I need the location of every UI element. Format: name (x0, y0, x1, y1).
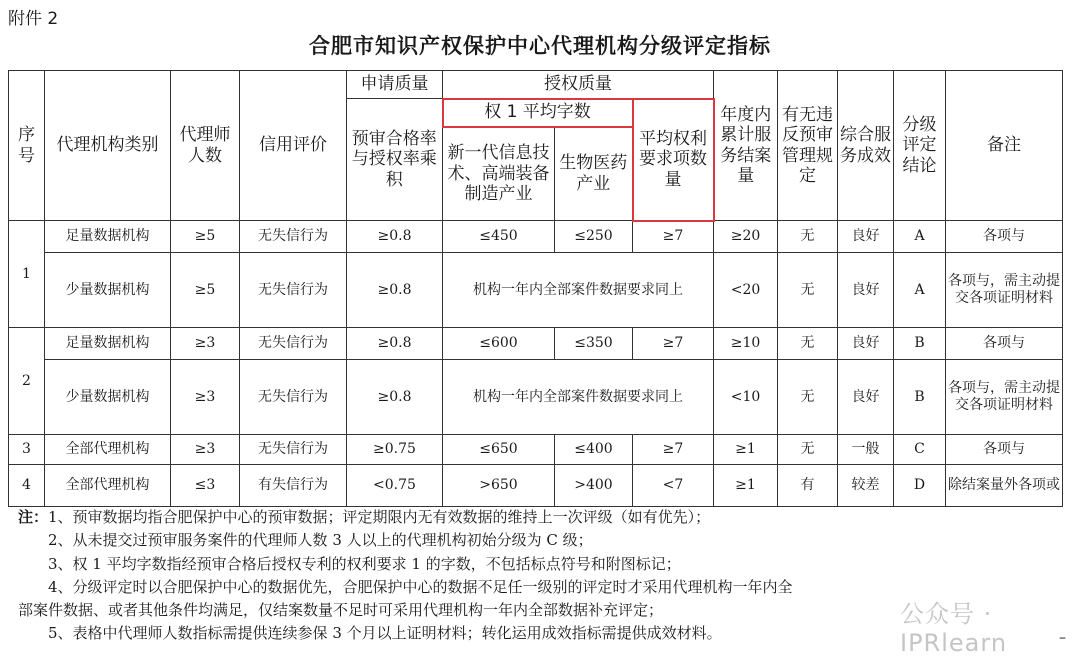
cell-type: 足量数据机构 (45, 221, 171, 253)
note-item: 注：1、预审数据均指合肥保护中心的预审数据；评定期限内无有效数据的维持上一次评级（如有优先）； (18, 508, 711, 526)
table-row (9, 253, 1063, 328)
cell-service: 一般 (838, 435, 894, 465)
table-row (9, 360, 1063, 435)
cell-credit: 无失信行为 (240, 360, 347, 435)
cell-remark: 各项与 (946, 221, 1063, 253)
cell-agents: ≥5 (171, 253, 240, 328)
header-grant-quality: 授权质量 (443, 71, 714, 99)
header-grade: 分级评定结论 (894, 71, 946, 221)
cell-violation: 无 (778, 253, 838, 328)
cell-type: 全部代理机构 (45, 435, 171, 465)
header-credit: 信用评价 (240, 71, 347, 221)
cell-it-manufacturing: ≤450 (443, 221, 555, 253)
cell-agents: ≥5 (171, 221, 240, 253)
cell-grade: C (894, 435, 946, 465)
cell-type: 少量数据机构 (45, 253, 171, 328)
cell-grade: A (894, 221, 946, 253)
cell-service: 良好 (838, 221, 894, 253)
cell-credit: 无失信行为 (240, 435, 347, 465)
header-words-per-claim: 权 1 平均字数 (443, 99, 633, 127)
cell-credit: 无失信行为 (240, 221, 347, 253)
cell-cases: ≥20 (714, 221, 778, 253)
attachment-label: 附件 2 (8, 9, 59, 29)
cell-avg-claims: ≥7 (633, 221, 714, 253)
cell-grade: B (894, 360, 946, 435)
cell-type: 全部代理机构 (45, 465, 171, 507)
cell-seq: 1 (9, 221, 45, 328)
cell-biomedicine: ≤400 (555, 435, 633, 465)
note-item: 5、表格中代理师人数指标需提供连续参保 3 个月以上证明材料；转化运用成效指标需提供成效材料。 (48, 624, 722, 643)
notes-label: 注： (18, 508, 49, 526)
header-pre-rate: 预审合格率与授权率乘积 (347, 99, 443, 221)
header-remark: 备注 (946, 71, 1063, 221)
cell-remark: 除结案量外各项或 (946, 465, 1063, 507)
cell-remark: 各项与 (946, 328, 1063, 360)
cell-pre-rate: ≥0.8 (347, 221, 443, 253)
cell-it-manufacturing: >650 (443, 465, 555, 507)
cell-pre-rate: ≥0.8 (347, 328, 443, 360)
cell-agents: ≤3 (171, 465, 240, 507)
cell-violation: 无 (778, 435, 838, 465)
cell-grade: A (894, 253, 946, 328)
cell-avg-claims: ≥7 (633, 435, 714, 465)
header-avg-claims: 平均权利要求项数量 (633, 99, 714, 221)
cell-cases: <20 (714, 253, 778, 328)
cell-biomedicine: >400 (555, 465, 633, 507)
note-item: 4、分级评定时以合肥保护中心的数据优先，合肥保护中心的数据不足任一级别的评定时才采用代理机构一年内全 (48, 577, 793, 596)
cell-seq: 3 (9, 435, 45, 465)
cell-credit: 有失信行为 (240, 465, 347, 507)
cell-service: 较差 (838, 465, 894, 507)
cell-pre-rate: ≥0.8 (347, 253, 443, 328)
cell-remark: 各项与 (946, 435, 1063, 465)
cell-service: 良好 (838, 328, 894, 360)
cell-agents: ≥3 (171, 435, 240, 465)
header-biomedicine: 生物医药产业 (555, 127, 633, 221)
note-item: 2、从未提交过预审服务案件的代理师人数 3 人以上的代理机构初始分级为 C 级； (48, 531, 593, 550)
watermark: 公众号 · IPRlearn (900, 600, 1008, 657)
cell-merged-requirement: 机构一年内全部案件数据要求同上 (443, 253, 714, 328)
cell-violation: 有 (778, 465, 838, 507)
cell-agents: ≥3 (171, 328, 240, 360)
table-row (9, 221, 1063, 253)
cell-biomedicine: ≤350 (555, 328, 633, 360)
cell-seq: 4 (9, 465, 45, 507)
cell-cases: <10 (714, 360, 778, 435)
table-row (9, 435, 1063, 465)
header-violation: 有无违反预审管理规定 (778, 71, 838, 221)
table-row (9, 465, 1063, 507)
grading-table (8, 70, 1063, 507)
cell-type: 足量数据机构 (45, 328, 171, 360)
cell-pre-rate: ≥0.75 (347, 435, 443, 465)
cell-pre-rate: ≥0.8 (347, 360, 443, 435)
cell-grade: B (894, 328, 946, 360)
header-type: 代理机构类别 (45, 71, 171, 221)
header-agents: 代理师人数 (171, 71, 240, 221)
table-row (9, 328, 1063, 360)
cell-violation: 无 (778, 360, 838, 435)
cell-remark: 各项与，需主动提交各项证明材料 (946, 360, 1063, 435)
cell-agents: ≥3 (171, 360, 240, 435)
cell-avg-claims: ≥7 (633, 328, 714, 360)
cell-biomedicine: ≤250 (555, 221, 633, 253)
cell-credit: 无失信行为 (240, 253, 347, 328)
cell-cases: ≥10 (714, 328, 778, 360)
header-service: 综合服务成效 (838, 71, 894, 221)
cell-seq: 2 (9, 328, 45, 435)
page-mark: – (1059, 630, 1066, 646)
cell-violation: 无 (778, 328, 838, 360)
cell-merged-requirement: 机构一年内全部案件数据要求同上 (443, 360, 714, 435)
header-seq: 序号 (9, 71, 45, 221)
cell-cases: ≥1 (714, 435, 778, 465)
note-item: 部案件数据、或者其他条件均满足，仅结案数量不足时可采用代理机构一年内全部数据补充评定； (18, 601, 664, 619)
cell-service: 良好 (838, 360, 894, 435)
header-cases: 年度内累计服务结案量 (714, 71, 778, 221)
cell-violation: 无 (778, 221, 838, 253)
cell-type: 少量数据机构 (45, 360, 171, 435)
document-title: 合肥市知识产权保护中心代理机构分级评定指标 (309, 34, 771, 58)
header-it-manufacturing: 新一代信息技术、高端装备制造产业 (443, 127, 555, 221)
cell-credit: 无失信行为 (240, 328, 347, 360)
cell-grade: D (894, 465, 946, 507)
note-item: 3、权 1 平均字数指经预审合格后授权专利的权利要求 1 的字数，不包括标点符号和附图标记； (48, 554, 681, 573)
cell-avg-claims: <7 (633, 465, 714, 507)
header-apply-quality: 申请质量 (347, 71, 443, 99)
cell-it-manufacturing: ≤600 (443, 328, 555, 360)
cell-cases: ≥1 (714, 465, 778, 507)
cell-pre-rate: <0.75 (347, 465, 443, 507)
cell-service: 良好 (838, 253, 894, 328)
cell-it-manufacturing: ≤650 (443, 435, 555, 465)
cell-remark: 各项与，需主动提交各项证明材料 (946, 253, 1063, 328)
